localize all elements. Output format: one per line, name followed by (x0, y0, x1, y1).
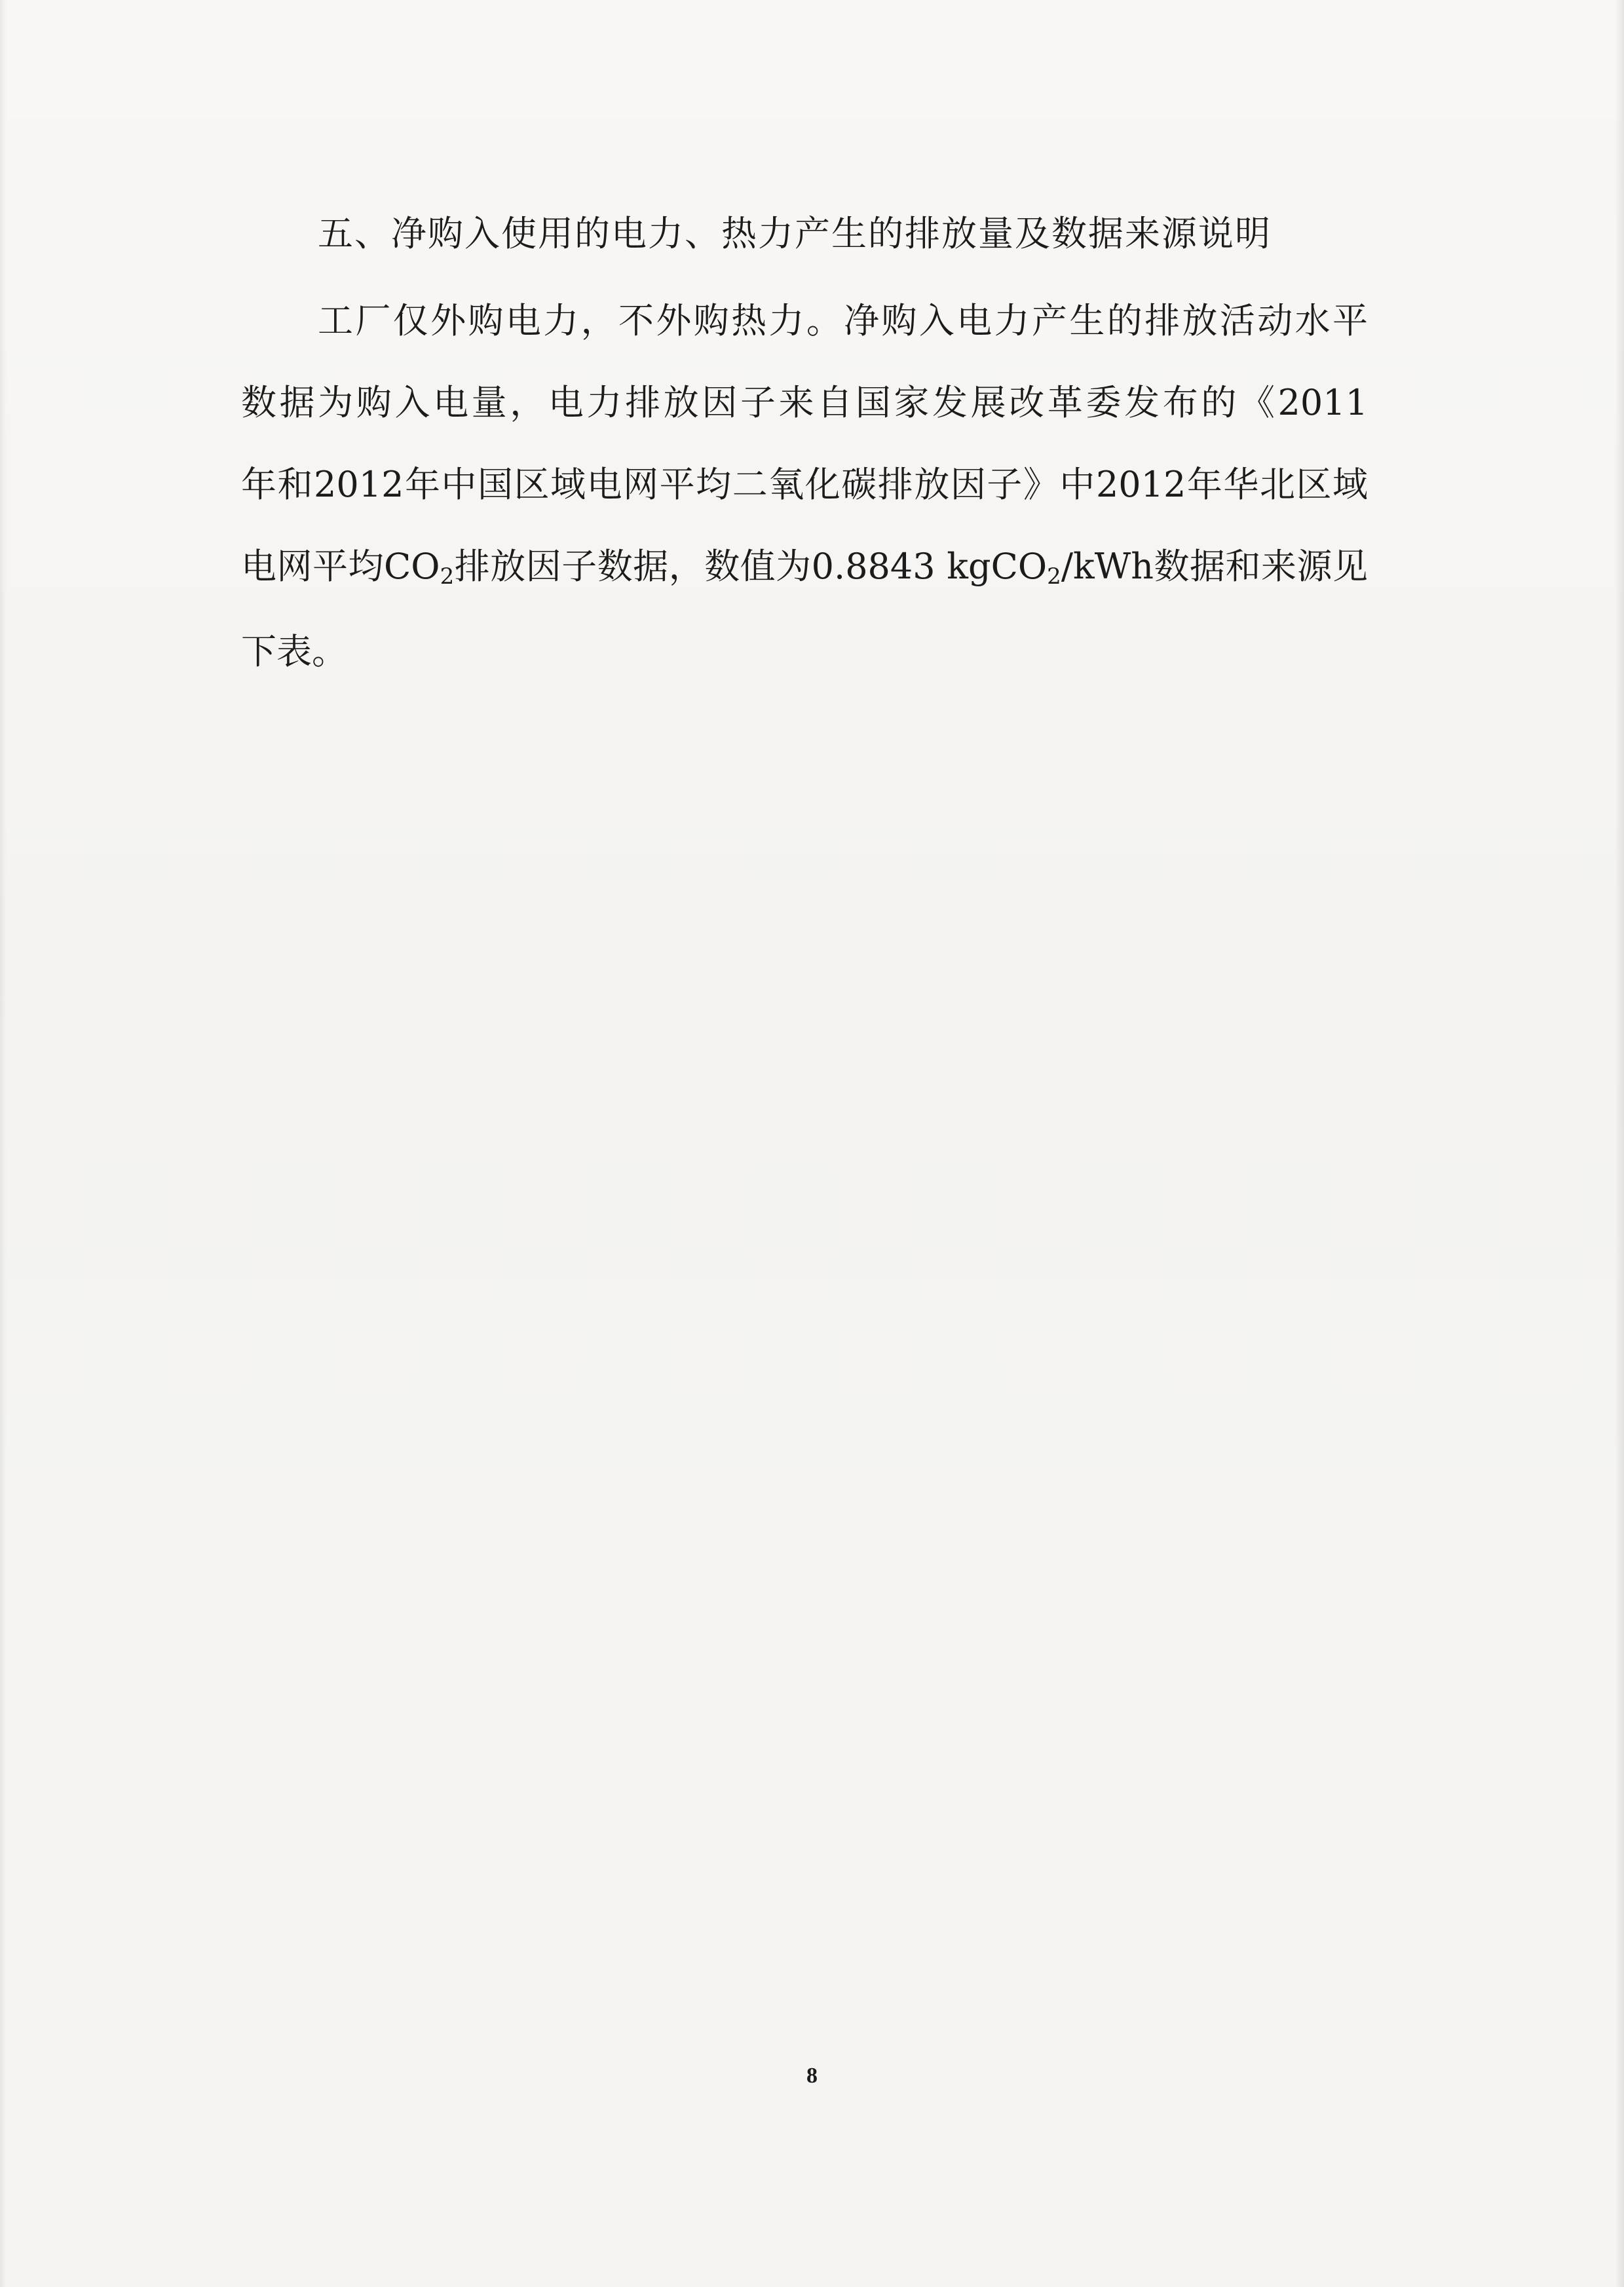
page-number: 8 (806, 2064, 818, 2088)
section-heading: 五、净购入使用的电力、热力产生的排放量及数据来源说明 (318, 213, 1272, 254)
line4-text-a: 电网平均CO (241, 546, 440, 587)
co2-subscript-1: 2 (440, 563, 455, 590)
paragraph-line-2: 数据为购入电量，电力排放因子来自国家发展改革委发布的《2011 (241, 382, 1368, 423)
paragraph-line-4 (241, 544, 1368, 590)
paragraph-line-3: 年和2012年中国区域电网平均二氧化碳排放因子》中2012年华北区域 (241, 464, 1368, 505)
co2-subscript-2: 2 (1047, 563, 1061, 590)
paragraph-line-5: 下表。 (241, 631, 347, 672)
scan-shadow-left (0, 0, 7, 2287)
line4-text-c: /kWh数据和来源见 (1061, 546, 1368, 587)
scan-shadow-right (1615, 0, 1624, 2287)
paragraph-line-1: 工厂仅外购电力，不外购热力。净购入电力产生的排放活动水平 (318, 300, 1368, 341)
line4-text-b: 排放因子数据，数值为0.8843 kgCO (454, 546, 1048, 587)
